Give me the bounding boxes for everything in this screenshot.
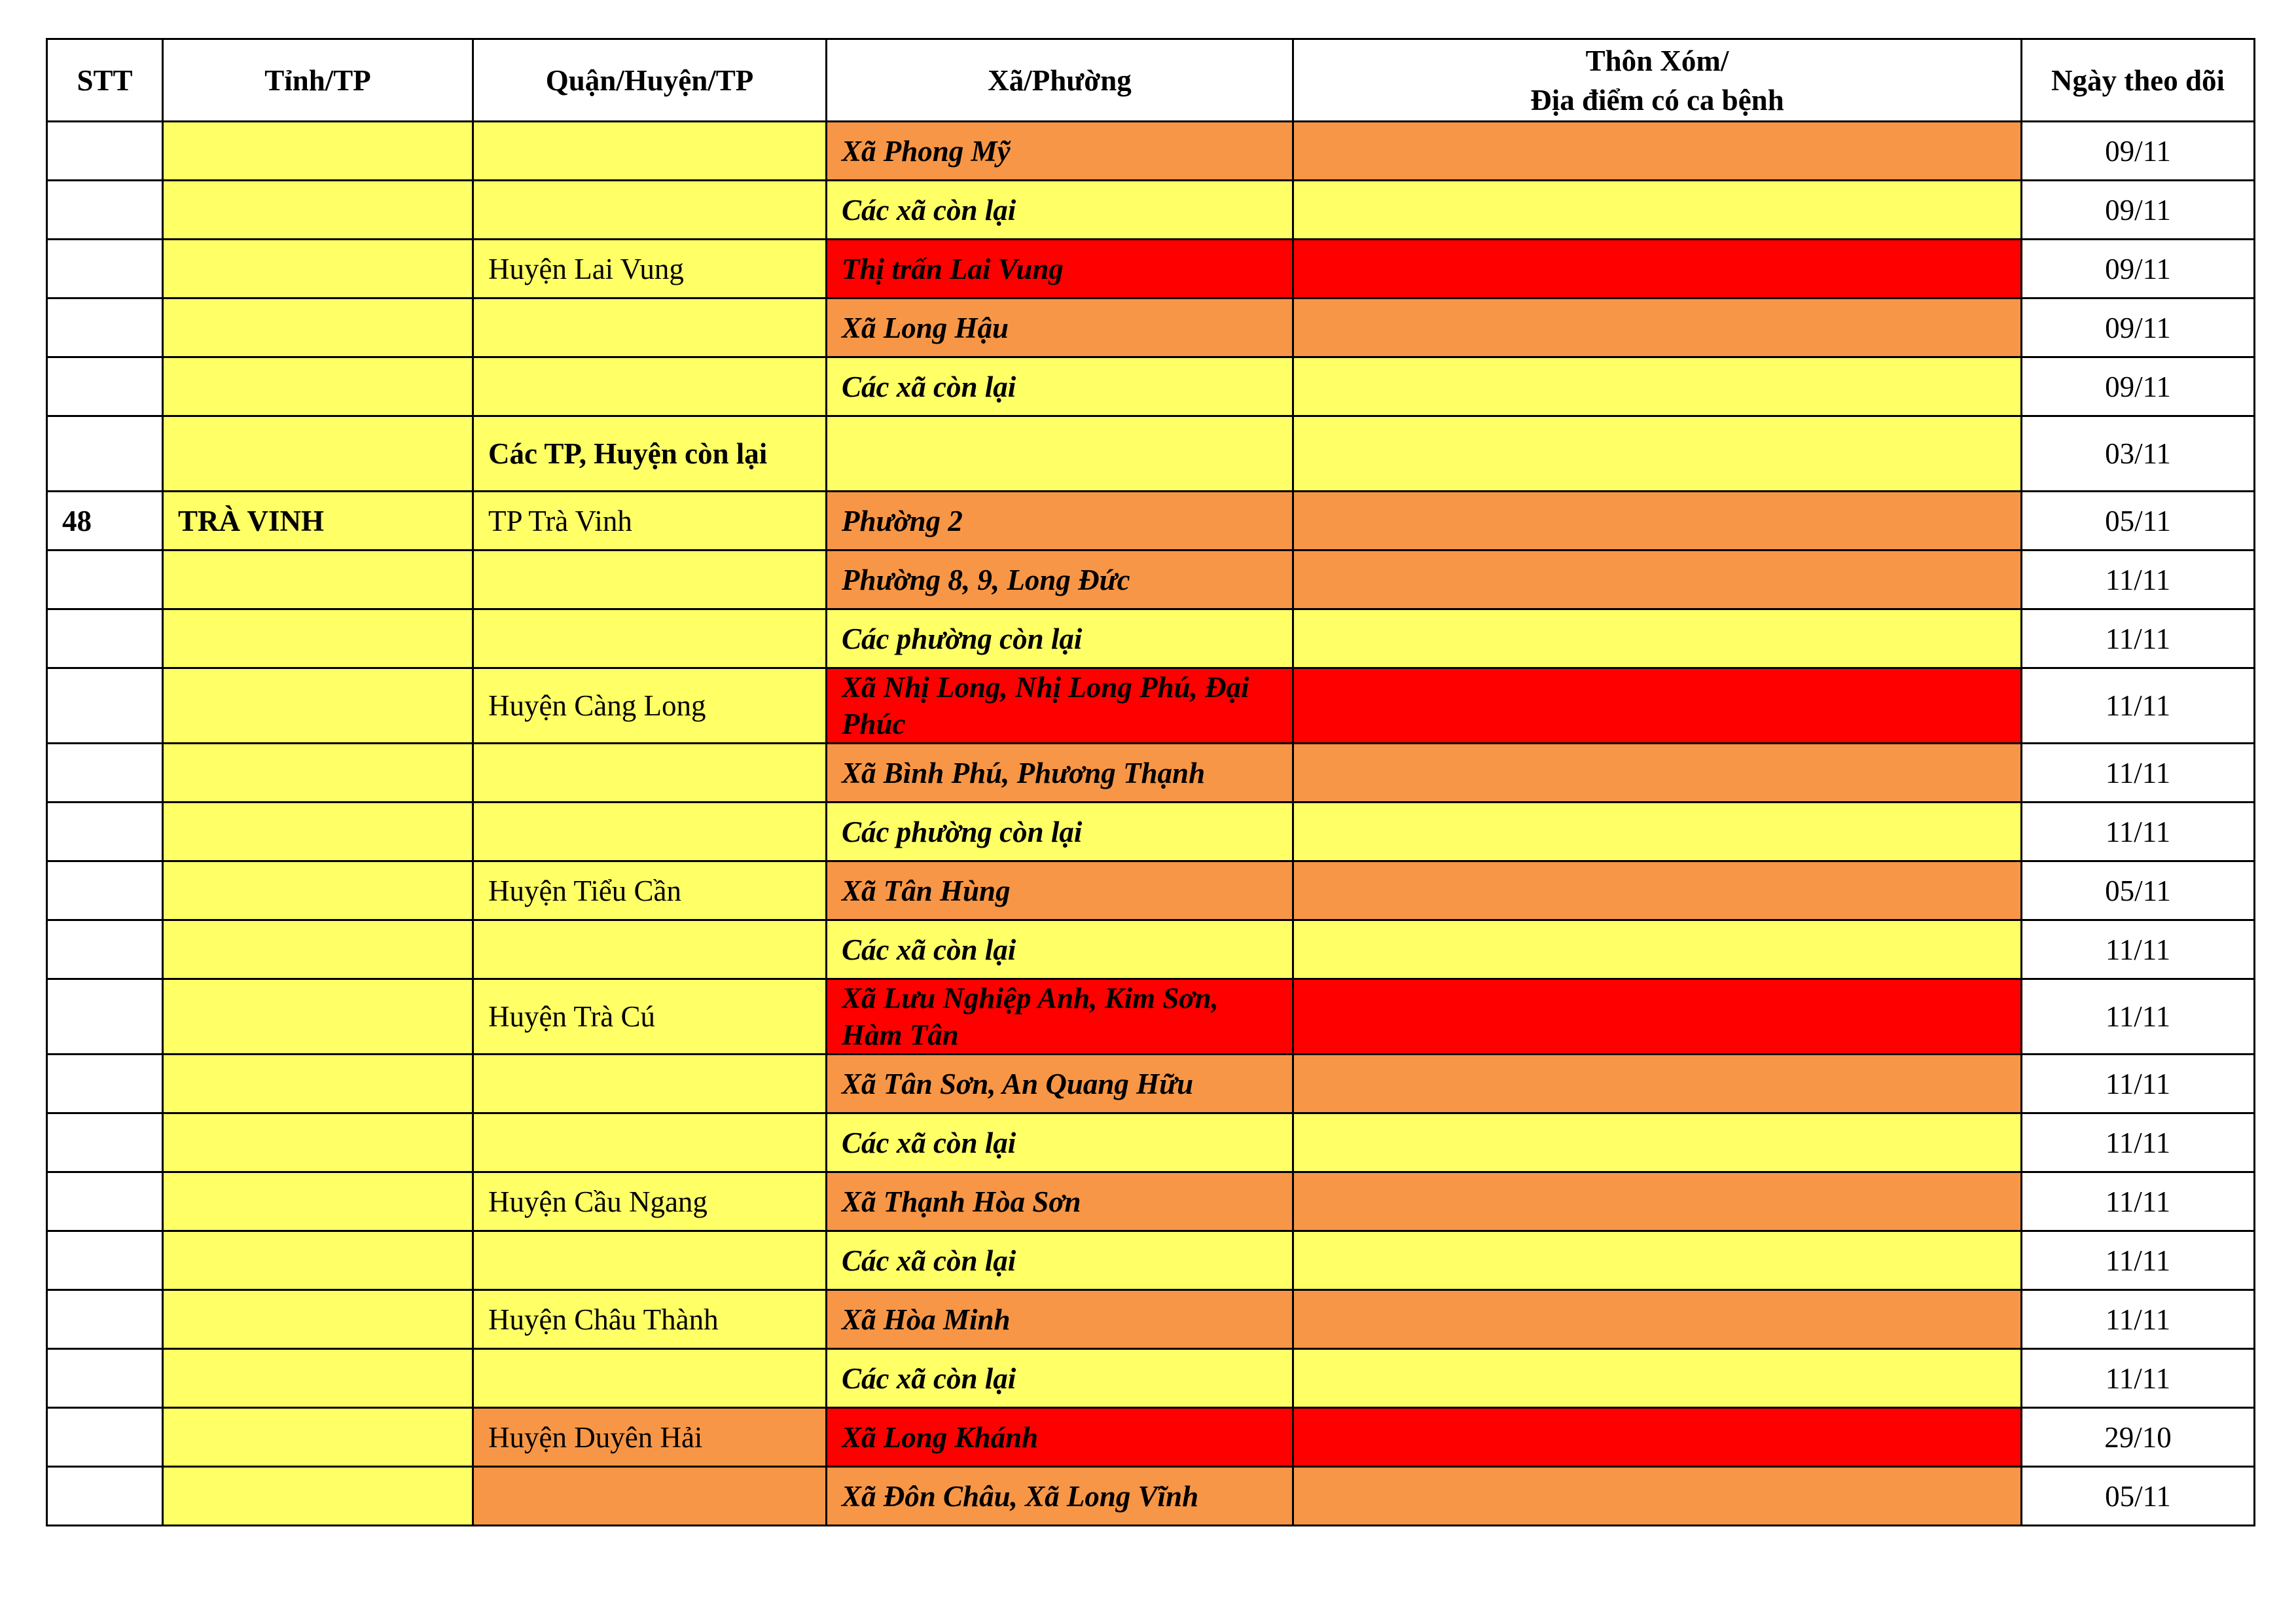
table-row <box>47 1055 2255 1113</box>
cell-commune: Xã Tân Sơn, An Quang Hữu <box>827 1055 1293 1113</box>
cell-location <box>1293 1349 2022 1408</box>
cell-stt <box>47 803 163 861</box>
cell-location <box>1293 1231 2022 1290</box>
table-row <box>47 357 2255 416</box>
cell-stt <box>47 744 163 803</box>
table-row <box>47 416 2255 492</box>
table-row <box>47 803 2255 861</box>
cell-commune: Các xã còn lại <box>827 920 1293 979</box>
cell-district: TP Trà Vinh <box>473 492 827 550</box>
cell-stt <box>47 1467 163 1526</box>
cell-commune: Xã Đôn Châu, Xã Long Vĩnh <box>827 1467 1293 1526</box>
cell-province <box>163 298 473 357</box>
cell-follow-date: 09/11 <box>2022 240 2255 298</box>
table-row <box>47 1290 2255 1349</box>
cell-follow-date: 03/11 <box>2022 416 2255 492</box>
cell-location <box>1293 550 2022 609</box>
cell-stt <box>47 298 163 357</box>
header-stt: STT <box>47 39 163 122</box>
header-follow-date: Ngày theo dõi <box>2022 39 2255 122</box>
cell-stt <box>47 668 163 744</box>
cell-province <box>163 979 473 1055</box>
cell-district <box>473 122 827 181</box>
cell-district <box>473 550 827 609</box>
cell-location <box>1293 609 2022 668</box>
cell-location <box>1293 803 2022 861</box>
table-row <box>47 668 2255 744</box>
cell-location <box>1293 1172 2022 1231</box>
header-province: Tỉnh/TP <box>163 39 473 122</box>
cell-district <box>473 181 827 240</box>
cell-district: Huyện Duyên Hải <box>473 1408 827 1467</box>
table-row <box>47 744 2255 803</box>
cell-province <box>163 550 473 609</box>
cell-follow-date: 11/11 <box>2022 1172 2255 1231</box>
cell-province <box>163 1408 473 1467</box>
cell-district <box>473 1113 827 1172</box>
cell-stt <box>47 357 163 416</box>
cell-stt <box>47 1113 163 1172</box>
cell-stt <box>47 609 163 668</box>
cell-district <box>473 744 827 803</box>
cell-province <box>163 1113 473 1172</box>
header-location: Thôn Xóm/ Địa điểm có ca bệnh <box>1293 39 2022 122</box>
cell-district <box>473 803 827 861</box>
cell-stt <box>47 122 163 181</box>
cell-location <box>1293 979 2022 1055</box>
cell-location <box>1293 181 2022 240</box>
cell-province <box>163 668 473 744</box>
cell-province <box>163 357 473 416</box>
table-body <box>47 122 2255 1526</box>
cell-district <box>473 298 827 357</box>
cell-location <box>1293 1113 2022 1172</box>
cell-stt <box>47 1172 163 1231</box>
cell-stt <box>47 1349 163 1408</box>
header-commune: Xã/Phường <box>827 39 1293 122</box>
cell-commune: Phường 2 <box>827 492 1293 550</box>
cell-district: Huyện Tiểu Cần <box>473 861 827 920</box>
cell-province <box>163 744 473 803</box>
cell-follow-date: 11/11 <box>2022 668 2255 744</box>
cell-location <box>1293 861 2022 920</box>
cell-follow-date: 11/11 <box>2022 979 2255 1055</box>
cell-commune: Xã Bình Phú, Phương Thạnh <box>827 744 1293 803</box>
cell-location <box>1293 1408 2022 1467</box>
cell-commune: Xã Long Hậu <box>827 298 1293 357</box>
cell-follow-date: 11/11 <box>2022 1113 2255 1172</box>
cell-stt <box>47 979 163 1055</box>
cell-commune: Xã Thạnh Hòa Sơn <box>827 1172 1293 1231</box>
cell-follow-date: 11/11 <box>2022 1231 2255 1290</box>
table-row <box>47 550 2255 609</box>
cell-follow-date: 11/11 <box>2022 744 2255 803</box>
cell-commune: Các phường còn lại <box>827 609 1293 668</box>
table-row <box>47 979 2255 1055</box>
cell-commune: Xã Phong Mỹ <box>827 122 1293 181</box>
cell-district: Huyện Châu Thành <box>473 1290 827 1349</box>
cell-stt <box>47 920 163 979</box>
cell-province <box>163 920 473 979</box>
cell-location <box>1293 298 2022 357</box>
cell-commune: Xã Nhị Long, Nhị Long Phú, Đại Phúc <box>827 668 1293 744</box>
table-row <box>47 1231 2255 1290</box>
table-row <box>47 492 2255 550</box>
cell-follow-date: 05/11 <box>2022 492 2255 550</box>
cell-province <box>163 416 473 492</box>
cell-location <box>1293 1467 2022 1526</box>
cell-commune: Các xã còn lại <box>827 181 1293 240</box>
cell-follow-date: 11/11 <box>2022 803 2255 861</box>
cell-follow-date: 11/11 <box>2022 609 2255 668</box>
cell-commune: Xã Lưu Nghiệp Anh, Kim Sơn, Hàm Tân <box>827 979 1293 1055</box>
cell-district: Huyện Cầu Ngang <box>473 1172 827 1231</box>
cell-commune: Thị trấn Lai Vung <box>827 240 1293 298</box>
cell-commune: Các xã còn lại <box>827 1231 1293 1290</box>
cell-stt: 48 <box>47 492 163 550</box>
cell-district <box>473 1055 827 1113</box>
cell-province <box>163 122 473 181</box>
cell-stt <box>47 1055 163 1113</box>
cell-follow-date: 11/11 <box>2022 1349 2255 1408</box>
cell-province <box>163 861 473 920</box>
cell-district <box>473 1231 827 1290</box>
cell-stt <box>47 861 163 920</box>
table-row <box>47 1349 2255 1408</box>
table-row <box>47 861 2255 920</box>
cell-commune: Xã Long Khánh <box>827 1408 1293 1467</box>
header-district: Quận/Huyện/TP <box>473 39 827 122</box>
cell-location <box>1293 416 2022 492</box>
table-row <box>47 920 2255 979</box>
cell-district <box>473 1349 827 1408</box>
cell-location <box>1293 668 2022 744</box>
cell-province: TRÀ VINH <box>163 492 473 550</box>
cell-district: Các TP, Huyện còn lại <box>473 416 827 492</box>
cell-location <box>1293 122 2022 181</box>
cell-district <box>473 1467 827 1526</box>
cell-follow-date: 05/11 <box>2022 1467 2255 1526</box>
cell-district: Huyện Trà Cú <box>473 979 827 1055</box>
cell-commune: Phường 8, 9, Long Đức <box>827 550 1293 609</box>
cell-location <box>1293 357 2022 416</box>
cell-district: Huyện Càng Long <box>473 668 827 744</box>
cell-location <box>1293 492 2022 550</box>
cell-province <box>163 1172 473 1231</box>
table-row <box>47 240 2255 298</box>
cell-commune: Các xã còn lại <box>827 357 1293 416</box>
cell-commune <box>827 416 1293 492</box>
cell-province <box>163 803 473 861</box>
table-row <box>47 181 2255 240</box>
cell-location <box>1293 920 2022 979</box>
cell-commune: Xã Hòa Minh <box>827 1290 1293 1349</box>
monitoring-table <box>46 38 2255 1526</box>
cell-location <box>1293 1290 2022 1349</box>
table-row <box>47 1467 2255 1526</box>
cell-location <box>1293 240 2022 298</box>
cell-province <box>163 1290 473 1349</box>
cell-province <box>163 1467 473 1526</box>
cell-follow-date: 09/11 <box>2022 122 2255 181</box>
cell-district <box>473 920 827 979</box>
cell-follow-date: 11/11 <box>2022 920 2255 979</box>
cell-stt <box>47 550 163 609</box>
cell-province <box>163 1349 473 1408</box>
table-row <box>47 122 2255 181</box>
cell-location <box>1293 744 2022 803</box>
table-row <box>47 1172 2255 1231</box>
table-row <box>47 609 2255 668</box>
cell-follow-date: 05/11 <box>2022 861 2255 920</box>
cell-stt <box>47 240 163 298</box>
cell-province <box>163 609 473 668</box>
cell-commune: Các xã còn lại <box>827 1113 1293 1172</box>
cell-follow-date: 11/11 <box>2022 1055 2255 1113</box>
cell-province <box>163 1055 473 1113</box>
cell-district <box>473 357 827 416</box>
cell-stt <box>47 416 163 492</box>
header-row <box>47 39 2255 122</box>
cell-commune: Xã Tân Hùng <box>827 861 1293 920</box>
cell-commune: Các phường còn lại <box>827 803 1293 861</box>
cell-commune: Các xã còn lại <box>827 1349 1293 1408</box>
cell-stt <box>47 1408 163 1467</box>
cell-district: Huyện Lai Vung <box>473 240 827 298</box>
cell-follow-date: 09/11 <box>2022 181 2255 240</box>
cell-follow-date: 09/11 <box>2022 357 2255 416</box>
cell-province <box>163 181 473 240</box>
cell-stt <box>47 181 163 240</box>
table-row <box>47 298 2255 357</box>
cell-stt <box>47 1290 163 1349</box>
cell-province <box>163 240 473 298</box>
cell-stt <box>47 1231 163 1290</box>
cell-follow-date: 11/11 <box>2022 1290 2255 1349</box>
table-row <box>47 1408 2255 1467</box>
cell-follow-date: 09/11 <box>2022 298 2255 357</box>
cell-follow-date: 29/10 <box>2022 1408 2255 1467</box>
cell-province <box>163 1231 473 1290</box>
cell-district <box>473 609 827 668</box>
cell-location <box>1293 1055 2022 1113</box>
cell-follow-date: 11/11 <box>2022 550 2255 609</box>
table-row <box>47 1113 2255 1172</box>
